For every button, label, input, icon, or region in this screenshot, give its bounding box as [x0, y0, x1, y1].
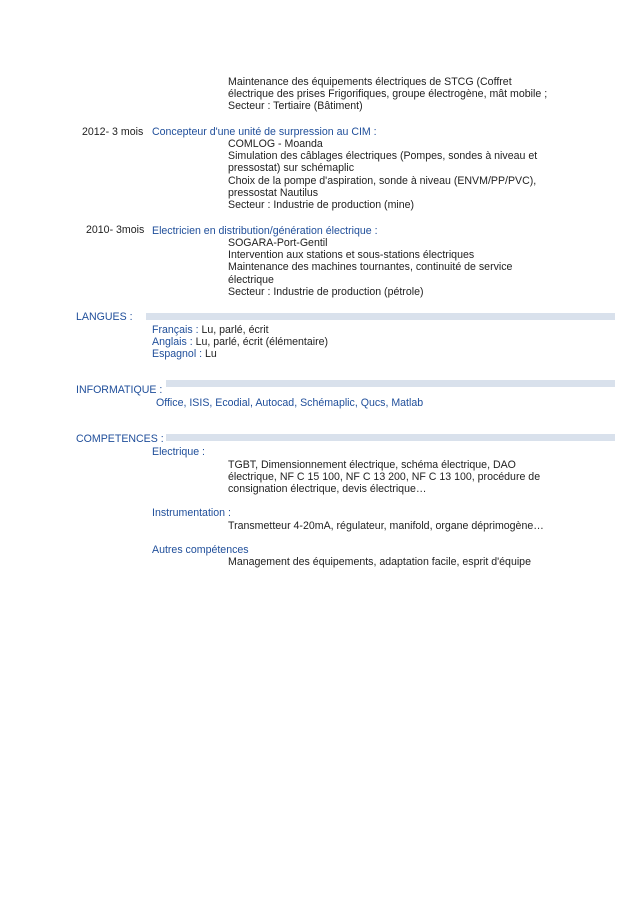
job1-details [228, 138, 537, 211]
competences-heading: COMPETENCES : [76, 433, 164, 445]
job1-line: Simulation des câblages électriques (Pompes, sondes à niveau et [228, 150, 538, 163]
langue-level: Lu, parlé, écrit (élémentaire) [192, 336, 329, 349]
langues-heading: LANGUES : [76, 311, 133, 323]
langue-item [152, 324, 328, 336]
competence-electrique-details [228, 459, 540, 496]
competence-label-autres: Autres compétences [152, 544, 249, 556]
job1-line: Choix de la pompe d'aspiration, sonde à niveau (ENVM/PP/PVC), [228, 174, 537, 187]
job1-line: pressostat Nautilus [228, 186, 319, 199]
job1-date: 2012- 3 mois [82, 126, 144, 138]
job1-line: pressostat) sur schémaplic [228, 162, 354, 175]
job0-line: Secteur : Tertiaire (Bâtiment) [228, 100, 363, 113]
competence-autres-details [228, 556, 531, 568]
job2-details [228, 237, 512, 298]
job2-date: 2010- 3mois [86, 224, 145, 236]
job1-line: COMLOG - Moanda [228, 138, 323, 150]
langue-name: Anglais : [152, 336, 193, 349]
job0-line: électrique des prises Frigorifiques, groupe électrogène, mât mobile ; [228, 88, 548, 101]
competence-line: Management des équipements, adaptation facile, esprit d'équipe [228, 556, 531, 568]
job1-line: Secteur : Industrie de production (mine) [228, 199, 415, 212]
job2-line: Intervention aux stations et sous-stations électriques [228, 249, 475, 262]
competence-label-electrique: Electrique : [152, 446, 205, 458]
job2-title: Electricien en distribution/génération électrique : [152, 225, 378, 237]
job0-details [228, 76, 547, 113]
competences-divider [166, 434, 615, 441]
langues-list [152, 324, 328, 361]
langue-level: Lu, parlé, écrit [198, 324, 269, 336]
informatique-text: Office, ISIS, Ecodial, Autocad, Schémaplic, Qucs, Matlab [156, 397, 424, 409]
competence-label-instrumentation: Instrumentation : [152, 507, 231, 519]
job1-title: Concepteur d'une unité de surpression au CIM : [152, 126, 377, 138]
langue-name: Espagnol : [152, 348, 203, 361]
job2-line: Secteur : Industrie de production (pétrole) [228, 285, 424, 298]
job0-line: Maintenance des équipements électriques de STCG (Coffret [228, 76, 512, 88]
competence-line: consignation électrique, devis électrique… [228, 483, 427, 496]
competence-line: TGBT, Dimensionnement électrique, schéma électrique, DAO [228, 459, 516, 471]
competence-line: Transmetteur 4-20mA, régulateur, manifold, organe déprimogène… [228, 520, 544, 532]
informatique-heading: INFORMATIQUE : [76, 384, 163, 396]
langue-item [152, 348, 328, 360]
langue-item [152, 336, 328, 348]
langue-level: Lu [202, 348, 217, 361]
competence-instrumentation-details [228, 520, 544, 532]
competence-line: électrique, NF C 15 100, NF C 13 200, NF C 13 100, procédure de [228, 471, 541, 484]
langue-name: Français : [152, 324, 199, 336]
job2-line: SOGARA-Port-Gentil [228, 237, 328, 249]
langues-divider [146, 313, 615, 320]
informatique-divider [166, 380, 615, 387]
job2-line: électrique [228, 273, 274, 286]
job2-line: Maintenance des machines tournantes, continuité de service [228, 261, 513, 274]
